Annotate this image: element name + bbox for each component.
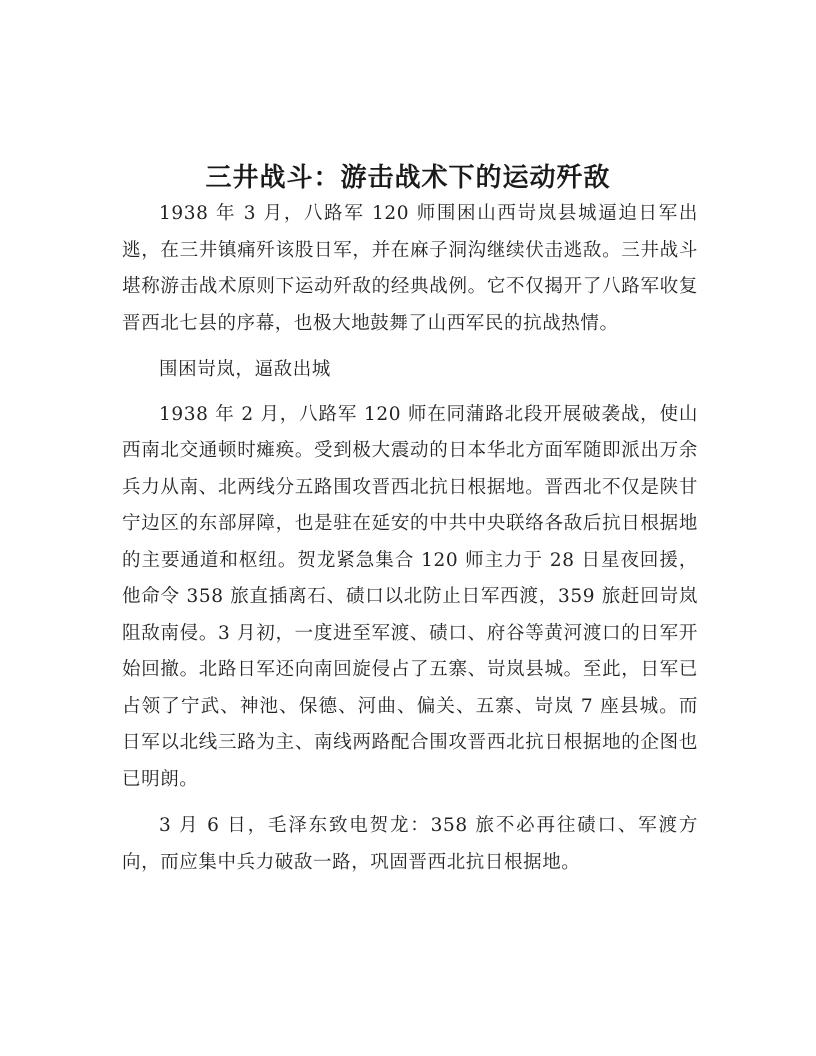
document-title: 三井战斗：游击战术下的运动歼敌 xyxy=(205,163,611,194)
paragraph-background: 1938 年 2 月，八路军 120 师在同蒲路北段开展破袭战，使山西南北交通顿时瘫痪。受到极大震动的日本华北方面军随即派出万余兵力从南、北两线分五路围攻晋西北抗日根据地。晋西北不仅是陕甘宁边区的东部屏障，也是驻在延安的中共中央联络各敌后抗日根据地的主要通道和枢纽。贺龙紧急集合 120 师主力于 28 日星夜回援，他命令 358 旅直插离石、碛口以北防止日军西渡，359 旅赶回岢岚阻敌南侵。3 月初，一度进至军渡、碛口、府谷等黄河渡口的日军开始回撤。北路日军还向南回旋侵占了五寨、岢岚县城。至此，日军已占领了宁武、神池、保德、河曲、偏关、五寨、岢岚 7 座县城。而日军以北线三路为主、南线两路配合围攻晋西北抗日根据地的企图也已明朗。 xyxy=(122,403,698,790)
paragraph-telegram: 3 月 6 日，毛泽东致电贺龙：358 旅不必再往碛口、军渡方向，而应集中兵力破敌一路，巩固晋西北抗日根据地。 xyxy=(122,815,698,873)
document-body xyxy=(122,196,698,891)
paragraph-intro: 1938 年 3 月，八路军 120 师围困山西岢岚县城逼迫日军出逃，在三井镇痛歼该股日军，并在麻子洞沟继续伏击逃敌。三井战斗堪称游击战术原则下运动歼敌的经典战例。它不仅揭开了八路军收复晋西北七县的序幕，也极大地鼓舞了山西军民的抗战热情。 xyxy=(122,203,698,334)
section-heading: 围困岢岚，逼敌出城 xyxy=(159,359,331,380)
